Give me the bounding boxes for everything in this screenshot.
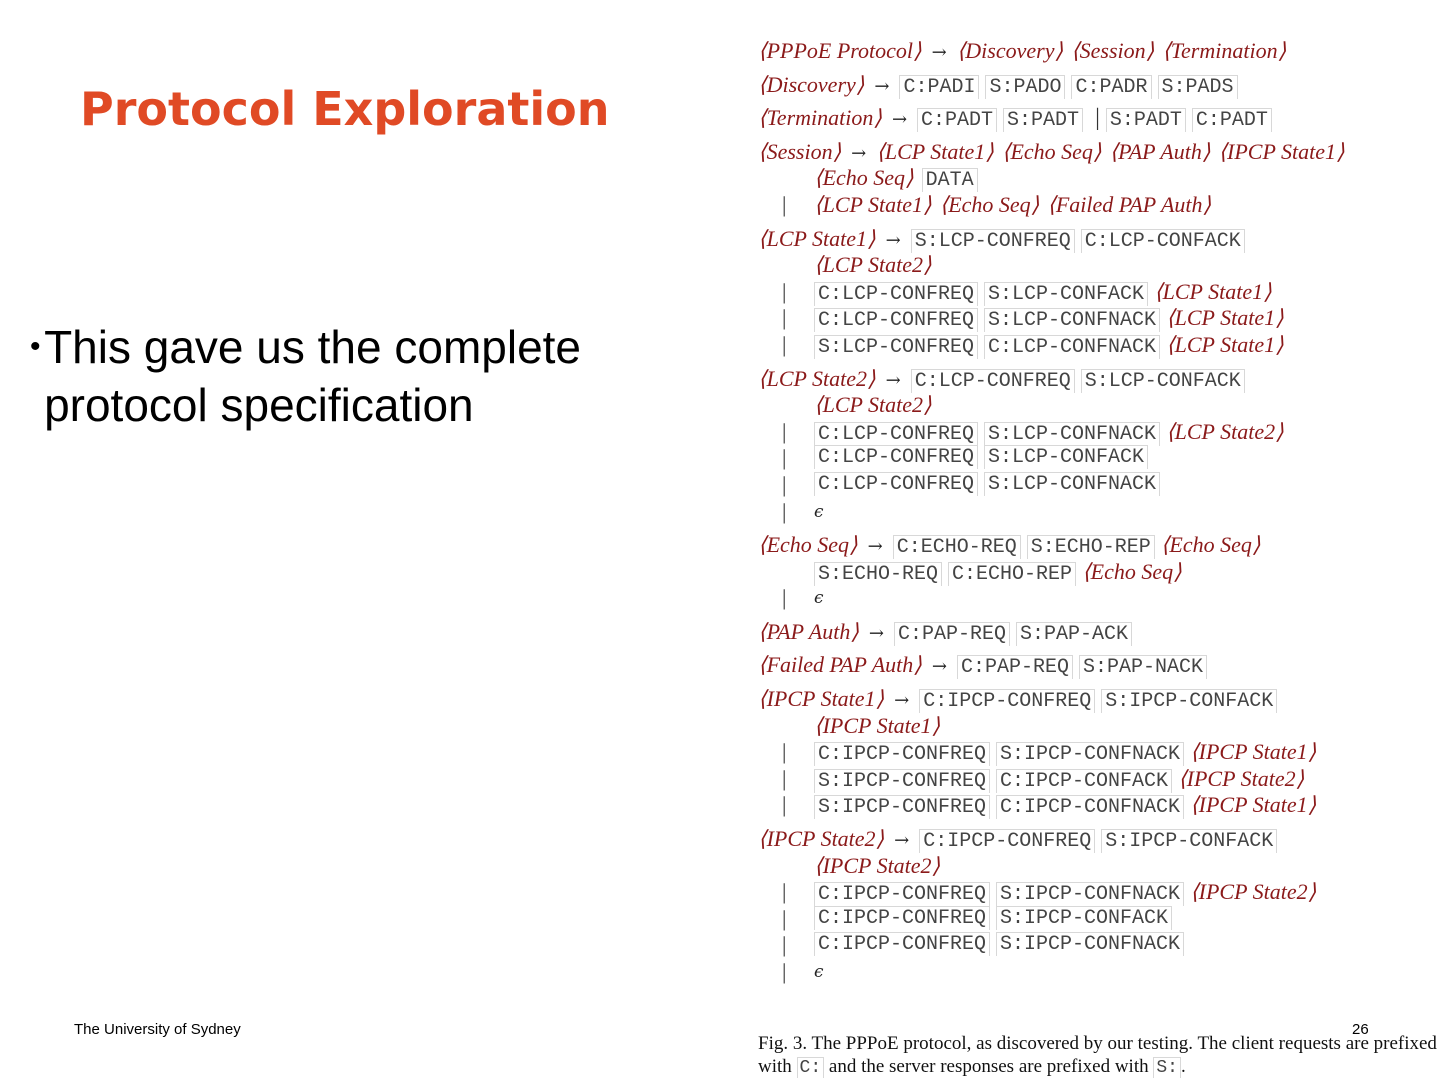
rule-lhs: ⟨Echo Seq⟩ — [758, 532, 858, 558]
arrow-icon: → — [931, 656, 947, 678]
nonterminal: ⟨LCP State1⟩ — [1154, 278, 1272, 304]
grammar-rule — [758, 105, 1438, 132]
nonterminal: ⟨Echo Seq⟩ — [814, 165, 914, 191]
rule-lhs: ⟨Failed PAP Auth⟩ — [758, 652, 922, 678]
terminal-message: S:PADO — [985, 75, 1065, 99]
nonterminal: ⟨Echo Seq⟩ — [1082, 558, 1182, 584]
grammar-rule — [758, 72, 1438, 99]
nonterminal: ⟨IPCP State1⟩ — [1218, 138, 1345, 164]
terminal-message: S:IPCP-CONFREQ — [814, 795, 990, 819]
grammar-rule — [758, 826, 1438, 853]
alternative-bar-icon: | — [782, 445, 787, 471]
terminal-message: C:IPCP-CONFREQ — [814, 882, 990, 906]
terminal-message: C:IPCP-CONFREQ — [919, 829, 1095, 853]
bullet-text: This gave us the complete protocol specification — [44, 321, 582, 431]
terminal-message: C:IPCP-CONFNACK — [996, 795, 1184, 819]
alternative-bar-icon: | — [782, 191, 787, 217]
terminal-message: C:LCP-CONFREQ — [814, 308, 978, 332]
alternative-bar-icon: | — [782, 471, 787, 497]
nonterminal: ⟨LCP State2⟩ — [814, 392, 932, 418]
alternative-separator: | — [1095, 105, 1100, 132]
alternative-bar-icon: | — [782, 905, 787, 931]
footer-university: The University of Sydney — [74, 1021, 241, 1038]
arrow-icon: → — [891, 109, 908, 131]
arrow-icon: → — [874, 75, 890, 97]
arrow-icon: → — [894, 690, 910, 712]
alternative-bar-icon: | — [782, 585, 787, 611]
grammar-alternative — [758, 766, 1438, 793]
alternative-bar-icon: | — [782, 739, 787, 765]
nonterminal: ⟨Discovery⟩ — [956, 38, 1064, 63]
slide-title: Protocol Exploration — [80, 82, 610, 136]
alternative-bar-icon: | — [782, 792, 787, 818]
terminal-message: S:LCP-CONFACK — [1081, 369, 1245, 393]
arrow-icon: → — [894, 830, 910, 852]
bullet-item — [30, 318, 670, 434]
caption-client-prefix: C: — [797, 1057, 825, 1078]
terminal-message: C:ECHO-REQ — [893, 535, 1021, 559]
alternative-bar-icon: | — [782, 959, 787, 984]
rule-lhs: ⟨Session⟩ — [758, 138, 842, 164]
terminal-message: C:LCP-CONFREQ — [814, 445, 978, 469]
terminal-message: S:LCP-CONFREQ — [814, 335, 978, 359]
arrow-icon: → — [851, 142, 867, 164]
terminal-message: C:ECHO-REP — [948, 562, 1076, 586]
grammar-alternative — [758, 906, 1438, 933]
caption-text-2: and the server responses are prefixed with — [828, 1056, 1149, 1077]
nonterminal: ⟨IPCP State2⟩ — [814, 852, 941, 878]
nonterminal: ⟨Termination⟩ — [1162, 38, 1287, 63]
terminal-message: C:PADT — [1192, 108, 1272, 132]
nonterminal: ⟨IPCP State1⟩ — [814, 712, 941, 738]
terminal-message: S:IPCP-CONFNACK — [996, 742, 1184, 766]
alternative-bar-icon: | — [782, 765, 787, 791]
grammar-rule — [758, 532, 1438, 559]
grammar-rule — [758, 619, 1438, 646]
nonterminal: ⟨Echo Seq⟩ — [1160, 532, 1261, 558]
terminal-message: S:LCP-CONFACK — [984, 282, 1148, 306]
epsilon-symbol: ϵ — [814, 501, 824, 522]
grammar-alternative — [758, 932, 1438, 959]
arrow-icon: → — [868, 622, 884, 644]
epsilon-symbol: ϵ — [814, 962, 824, 982]
grammar-rule — [758, 38, 1438, 65]
rule-lhs: ⟨IPCP State2⟩ — [758, 826, 885, 852]
terminal-message: S:PAP-ACK — [1016, 622, 1132, 646]
terminal-message: S:IPCP-CONFREQ — [814, 769, 990, 793]
terminal-message: S:IPCP-CONFACK — [996, 906, 1172, 930]
protocol-grammar-figure — [758, 38, 1438, 986]
nonterminal: ⟨IPCP State2⟩ — [1190, 879, 1317, 905]
grammar-alternative — [758, 499, 1438, 526]
rule-lhs: ⟨PAP Auth⟩ — [758, 618, 859, 644]
terminal-message: S:IPCP-CONFNACK — [996, 932, 1184, 956]
rule-lhs: ⟨Termination⟩ — [758, 105, 882, 131]
nonterminal: ⟨LCP State1⟩ — [876, 138, 994, 164]
alternative-bar-icon: | — [782, 932, 787, 958]
terminal-message: S:LCP-CONFNACK — [984, 308, 1160, 332]
terminal-message: S:PAP-NACK — [1079, 655, 1207, 679]
grammar-alternative — [758, 332, 1438, 359]
grammar-rule — [758, 366, 1438, 393]
grammar-rule — [758, 686, 1438, 713]
caption-server-prefix: S: — [1153, 1057, 1181, 1078]
nonterminal: ⟨LCP State2⟩ — [1166, 418, 1284, 444]
grammar-alternative — [758, 165, 1438, 192]
grammar-alternative — [758, 559, 1438, 586]
rule-lhs: ⟨LCP State1⟩ — [758, 225, 876, 251]
terminal-message: C:IPCP-CONFREQ — [814, 906, 990, 930]
grammar-alternative — [758, 792, 1438, 819]
terminal-message: C:LCP-CONFREQ — [814, 282, 978, 306]
arrow-icon: → — [867, 536, 883, 558]
nonterminal: ⟨Failed PAP Auth⟩ — [1047, 191, 1212, 217]
nonterminal: ⟨IPCP State1⟩ — [1190, 739, 1317, 765]
terminal-message: C:LCP-CONFREQ — [814, 472, 978, 496]
nonterminal: ⟨LCP State1⟩ — [1166, 305, 1284, 331]
terminal-message: C:IPCP-CONFREQ — [919, 689, 1095, 713]
terminal-message: C:LCP-CONFACK — [1081, 229, 1245, 253]
bullet-dot-icon: • — [30, 330, 41, 363]
nonterminal: ⟨LCP State1⟩ — [1166, 331, 1284, 357]
nonterminal: ⟨LCP State2⟩ — [814, 252, 932, 278]
terminal-message: S:IPCP-CONFACK — [1101, 829, 1277, 853]
grammar-alternative — [758, 585, 1438, 612]
terminal-message: C:LCP-CONFNACK — [984, 335, 1160, 359]
terminal-message: DATA — [922, 168, 978, 192]
terminal-message: S:PADT — [1106, 108, 1186, 132]
rule-lhs: ⟨LCP State2⟩ — [758, 365, 876, 391]
rule-lhs: ⟨Discovery⟩ — [758, 71, 865, 97]
alternative-bar-icon: | — [782, 305, 787, 331]
grammar-alternative — [758, 192, 1438, 219]
epsilon-symbol: ϵ — [814, 588, 824, 609]
terminal-message: S:LCP-CONFNACK — [984, 422, 1160, 446]
alternative-bar-icon: | — [782, 879, 787, 905]
grammar-rule — [758, 139, 1438, 166]
arrow-icon: → — [931, 42, 947, 63]
grammar-alternative — [758, 305, 1438, 332]
terminal-message: C:PADT — [917, 108, 997, 132]
arrow-icon: → — [885, 369, 901, 391]
terminal-message: S:PADS — [1158, 75, 1238, 99]
terminal-message: C:PAP-REQ — [957, 655, 1073, 679]
terminal-message: C:IPCP-CONFACK — [996, 769, 1172, 793]
grammar-alternative — [758, 853, 1438, 880]
nonterminal: ⟨Session⟩ — [1071, 38, 1155, 63]
nonterminal: ⟨PAP Auth⟩ — [1109, 138, 1211, 164]
terminal-message: S:IPCP-CONFNACK — [996, 882, 1184, 906]
grammar-rule — [758, 652, 1438, 679]
grammar-alternative — [758, 472, 1438, 499]
alternative-bar-icon: | — [782, 331, 787, 357]
terminal-message: C:IPCP-CONFREQ — [814, 932, 990, 956]
arrow-icon: → — [885, 229, 901, 251]
nonterminal: ⟨IPCP State1⟩ — [1190, 792, 1317, 818]
alternative-bar-icon: | — [782, 418, 787, 444]
terminal-message: S:PADT — [1003, 108, 1083, 132]
rule-lhs: ⟨PPPoE Protocol⟩ — [758, 38, 922, 63]
alternative-bar-icon: | — [782, 278, 787, 304]
terminal-message: C:PADR — [1071, 75, 1151, 99]
terminal-message: C:LCP-CONFREQ — [911, 369, 1075, 393]
terminal-message: C:PAP-REQ — [894, 622, 1010, 646]
terminal-message: S:LCP-CONFNACK — [984, 472, 1160, 496]
terminal-message: C:PADI — [899, 75, 979, 99]
grammar-alternative — [758, 279, 1438, 306]
nonterminal: ⟨Echo Seq⟩ — [939, 191, 1040, 217]
caption-text-3: . — [1180, 1056, 1186, 1077]
page-number: 26 — [1352, 1021, 1369, 1038]
terminal-message: C:IPCP-CONFREQ — [814, 742, 990, 766]
grammar-alternative — [758, 392, 1438, 419]
figure-caption — [758, 1032, 1438, 1080]
grammar-alternative — [758, 445, 1438, 472]
alternative-bar-icon: | — [782, 498, 787, 524]
caption-text-1: Fig. 3. The PPPoE protocol, as discovered by our testing. The client requests are prefixed with — [758, 1033, 1437, 1077]
terminal-message: S:LCP-CONFACK — [984, 445, 1148, 469]
grammar-alternative — [758, 879, 1438, 906]
terminal-message: S:ECHO-REP — [1027, 535, 1155, 559]
grammar-rule — [758, 226, 1438, 253]
grammar-alternative — [758, 252, 1438, 279]
rule-lhs: ⟨IPCP State1⟩ — [758, 686, 885, 712]
nonterminal: ⟨LCP State1⟩ — [814, 191, 932, 217]
terminal-message: S:LCP-CONFREQ — [911, 229, 1075, 253]
nonterminal: ⟨Echo Seq⟩ — [1001, 138, 1102, 164]
terminal-message: S:IPCP-CONFACK — [1101, 689, 1277, 713]
nonterminal: ⟨IPCP State2⟩ — [1178, 765, 1305, 791]
grammar-alternative — [758, 959, 1438, 986]
terminal-message: C:LCP-CONFREQ — [814, 422, 978, 446]
grammar-alternative — [758, 419, 1438, 446]
grammar-alternative — [758, 739, 1438, 766]
grammar-alternative — [758, 713, 1438, 740]
terminal-message: S:ECHO-REQ — [814, 562, 942, 586]
